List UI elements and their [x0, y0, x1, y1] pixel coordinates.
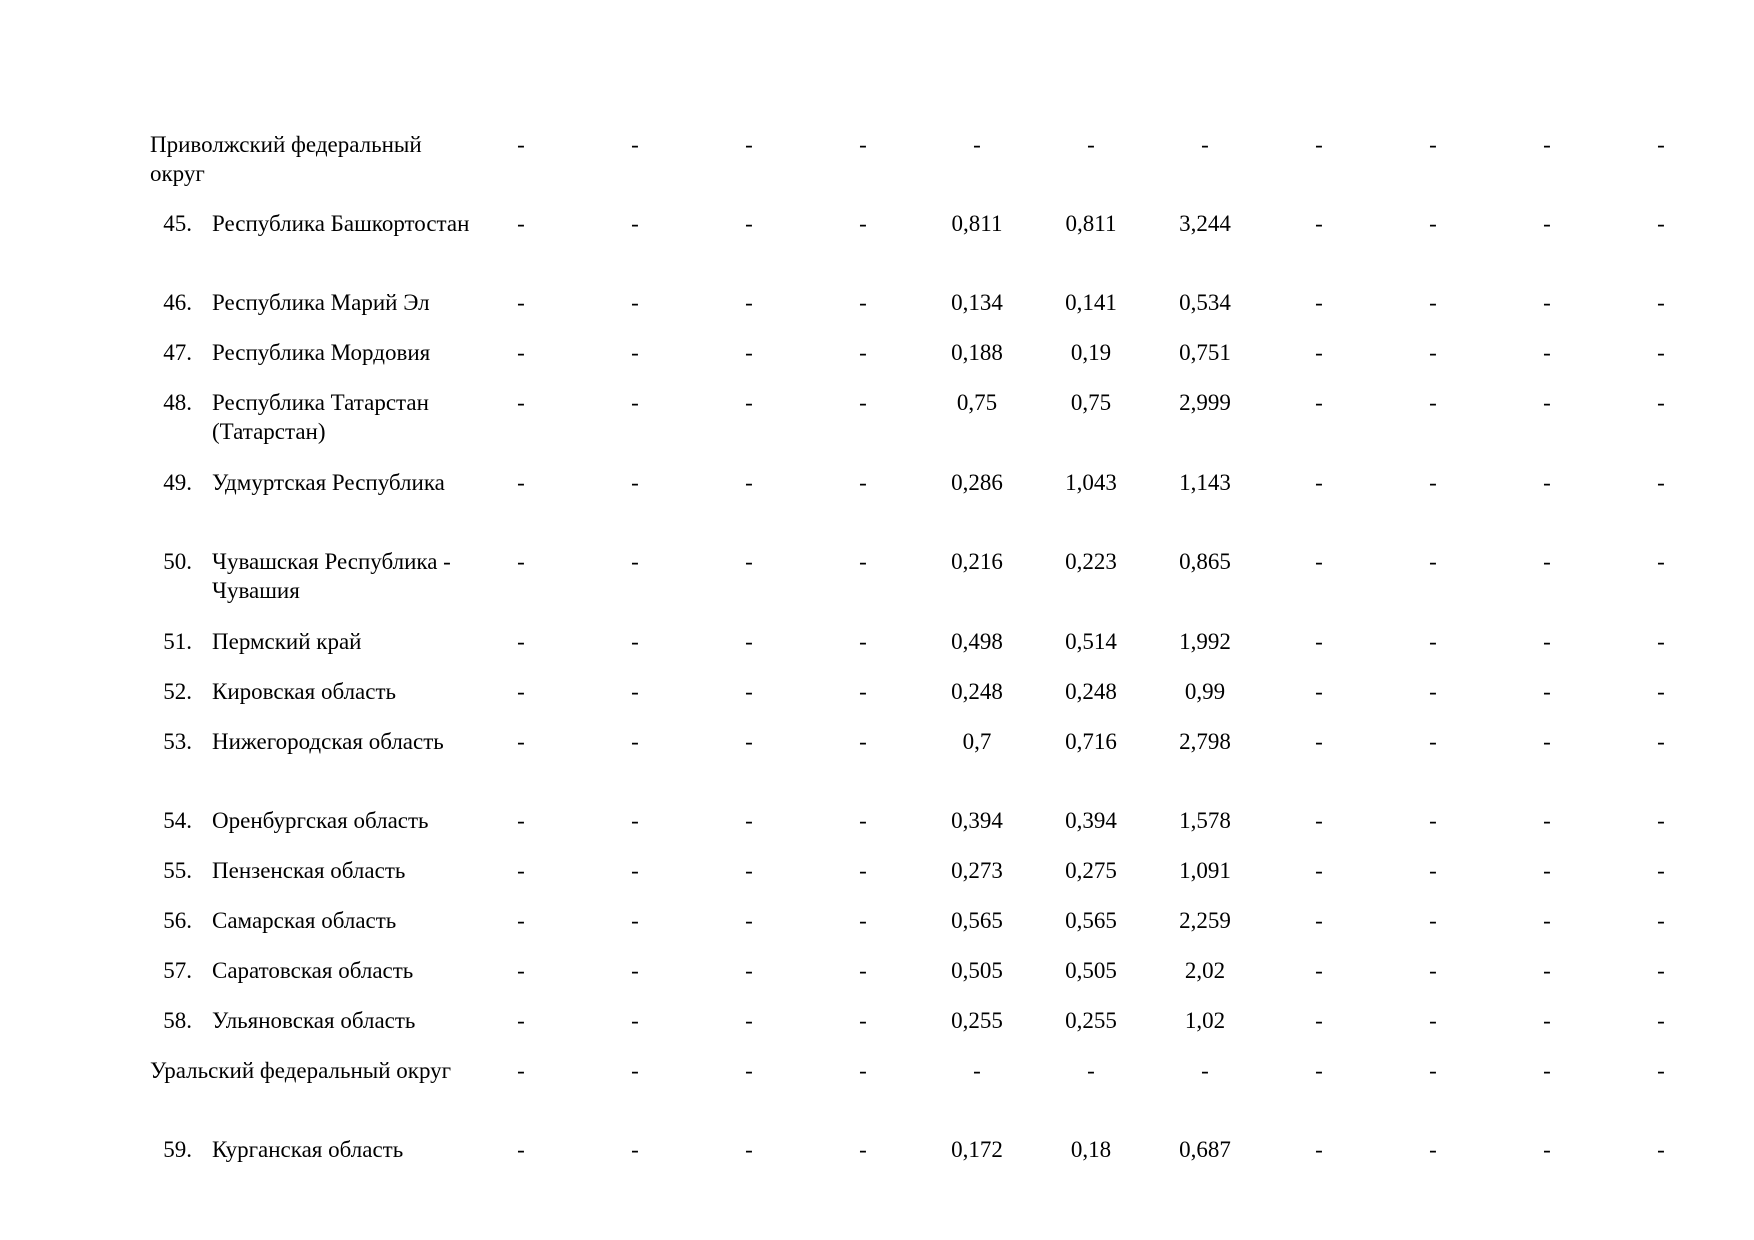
table-cell: -: [631, 958, 639, 983]
table-cell: -: [745, 470, 753, 495]
table-cell: 0,223: [1065, 549, 1117, 574]
table-cell: -: [1657, 1137, 1665, 1162]
table-cell: -: [1429, 132, 1437, 157]
table-cell: 0,18: [1070, 1137, 1112, 1162]
region-name: Республика Марий Эл: [212, 290, 430, 315]
table-cell: 1,043: [1065, 470, 1117, 495]
table-cell: -: [1657, 470, 1665, 495]
table-cell: -: [1657, 629, 1665, 654]
table-cell: 0,75: [956, 390, 998, 415]
table-cell: 0,811: [951, 211, 1003, 236]
table-cell: -: [631, 808, 639, 833]
table-cell: -: [745, 808, 753, 833]
table-cell: -: [517, 908, 525, 933]
table-cell: -: [973, 1058, 981, 1083]
table-cell: 0,134: [951, 290, 1003, 315]
table-cell: -: [1657, 908, 1665, 933]
table-cell: -: [1429, 958, 1437, 983]
table-cell: 1,992: [1179, 629, 1231, 654]
table-cell: -: [859, 908, 867, 933]
table-cell: 2,999: [1179, 390, 1231, 415]
table-cell: 1,091: [1179, 858, 1231, 883]
table-cell: -: [1429, 729, 1437, 754]
table-cell: 0,514: [1065, 629, 1117, 654]
table-cell: -: [631, 132, 639, 157]
table-cell: -: [859, 958, 867, 983]
table-cell: -: [1657, 1008, 1665, 1033]
table-cell: -: [859, 470, 867, 495]
table-cell: -: [517, 211, 525, 236]
table-cell: -: [859, 858, 867, 883]
table-cell: 1,02: [1184, 1008, 1226, 1033]
table-cell: 0,172: [951, 1137, 1003, 1162]
table-cell: 0,498: [951, 629, 1003, 654]
table-cell: -: [631, 858, 639, 883]
table-cell: -: [517, 858, 525, 883]
table-cell: 0,286: [951, 470, 1003, 495]
region-name: Самарская область: [212, 908, 397, 933]
table-cell: -: [1087, 132, 1095, 157]
table-cell: -: [745, 390, 753, 415]
table-cell: -: [859, 549, 867, 574]
table-cell: -: [1315, 858, 1323, 883]
table-cell: -: [631, 470, 639, 495]
table-cell: -: [1657, 858, 1665, 883]
table-cell: -: [517, 470, 525, 495]
table-cell: -: [1315, 290, 1323, 315]
federal-district-name: Уральский федеральный округ: [150, 1058, 452, 1083]
table-cell: -: [1315, 958, 1323, 983]
row-number: 57.: [163, 958, 192, 983]
table-cell: -: [1657, 290, 1665, 315]
table-cell: -: [517, 340, 525, 365]
table-cell: -: [1315, 390, 1323, 415]
row-number: 51.: [163, 629, 192, 654]
table-cell: -: [1201, 132, 1209, 157]
table-cell: -: [1429, 858, 1437, 883]
table-cell: -: [631, 629, 639, 654]
table-cell: 0,394: [1065, 808, 1117, 833]
table-cell: -: [1543, 390, 1551, 415]
table-cell: 0,687: [1179, 1137, 1231, 1162]
table-cell: -: [1429, 390, 1437, 415]
table-cell: -: [1657, 211, 1665, 236]
table-cell: -: [1315, 132, 1323, 157]
table-cell: -: [745, 729, 753, 754]
region-name: Пензенская область: [212, 858, 406, 883]
table-cell: 0,19: [1070, 340, 1112, 365]
table-cell: -: [859, 132, 867, 157]
table-cell: -: [1543, 679, 1551, 704]
table-cell: -: [745, 549, 753, 574]
table-cell: -: [1315, 1008, 1323, 1033]
table-cell: -: [1657, 390, 1665, 415]
table-cell: -: [1543, 340, 1551, 365]
row-number: 48.: [163, 390, 192, 415]
row-number: 50.: [163, 549, 192, 574]
table-cell: -: [1429, 1137, 1437, 1162]
table-cell: -: [1543, 629, 1551, 654]
table-cell: 1,578: [1179, 808, 1231, 833]
table-cell: -: [1657, 679, 1665, 704]
table-cell: -: [1657, 729, 1665, 754]
table-cell: -: [745, 1137, 753, 1162]
table-cell: -: [859, 1058, 867, 1083]
table-cell: -: [745, 340, 753, 365]
table-cell: -: [745, 958, 753, 983]
table-cell: -: [745, 132, 753, 157]
region-name: Республика Мордовия: [212, 340, 431, 365]
table-cell: -: [517, 290, 525, 315]
table-cell: 0,505: [1065, 958, 1117, 983]
table-cell: -: [1429, 549, 1437, 574]
table-cell: -: [745, 1058, 753, 1083]
table-cell: 1,143: [1179, 470, 1231, 495]
table-cell: -: [517, 390, 525, 415]
region-name: Курганская область: [212, 1137, 404, 1162]
table-cell: -: [1315, 629, 1323, 654]
table-cell: -: [859, 290, 867, 315]
table-cell: 0,255: [951, 1008, 1003, 1033]
table-cell: -: [745, 679, 753, 704]
table-cell: 0,534: [1179, 290, 1231, 315]
table-cell: 0,565: [1065, 908, 1117, 933]
table-cell: -: [1543, 549, 1551, 574]
table-cell: 0,273: [951, 858, 1003, 883]
region-name: Оренбургская область: [212, 808, 429, 833]
table-cell: -: [517, 132, 525, 157]
row-number: 55.: [163, 858, 192, 883]
table-cell: -: [517, 958, 525, 983]
table-cell: -: [1429, 211, 1437, 236]
row-number: 56.: [163, 908, 192, 933]
table-cell: -: [631, 390, 639, 415]
table-cell: 0,99: [1184, 679, 1226, 704]
table-cell: 0,255: [1065, 1008, 1117, 1033]
table-cell: 0,248: [951, 679, 1003, 704]
table-cell: -: [1315, 729, 1323, 754]
table-cell: -: [631, 211, 639, 236]
table-cell: 0,216: [951, 549, 1003, 574]
table-cell: -: [859, 629, 867, 654]
table-cell: -: [631, 679, 639, 704]
table-cell: -: [1429, 908, 1437, 933]
row-number: 47.: [163, 340, 192, 365]
table-cell: -: [1429, 1008, 1437, 1033]
row-number: 59.: [163, 1137, 192, 1162]
table-cell: -: [973, 132, 981, 157]
table-cell: -: [1429, 1058, 1437, 1083]
table-cell: 0,751: [1179, 340, 1231, 365]
table-cell: -: [1429, 629, 1437, 654]
table-cell: 0,811: [1065, 211, 1117, 236]
table-cell: -: [1543, 1137, 1551, 1162]
table-cell: 0,75: [1070, 390, 1112, 415]
table-cell: -: [1429, 470, 1437, 495]
row-number: 49.: [163, 470, 192, 495]
table-cell: -: [859, 808, 867, 833]
region-name: Республика Татарстан (Татарстан): [212, 390, 429, 444]
table-cell: 0,141: [1065, 290, 1117, 315]
region-name: Пермский край: [212, 629, 362, 654]
region-name: Кировская область: [212, 679, 397, 704]
table-cell: -: [859, 340, 867, 365]
table-cell: -: [517, 729, 525, 754]
region-name: Чувашская Республика - Чувашия: [212, 549, 451, 603]
table-cell: -: [631, 1008, 639, 1033]
table-cell: -: [1657, 1058, 1665, 1083]
table-cell: -: [1657, 808, 1665, 833]
table-cell: -: [1657, 132, 1665, 157]
table-cell: 3,244: [1179, 211, 1231, 236]
row-number: 52.: [163, 679, 192, 704]
table-cell: 2,259: [1179, 908, 1231, 933]
table-cell: 2,798: [1179, 729, 1231, 754]
table-cell: -: [631, 1058, 639, 1083]
table-cell: -: [517, 1058, 525, 1083]
table-cell: -: [745, 858, 753, 883]
table-cell: 0,565: [951, 908, 1003, 933]
table-cell: -: [1657, 549, 1665, 574]
table-cell: -: [745, 211, 753, 236]
table-cell: -: [859, 1137, 867, 1162]
table-cell: -: [745, 290, 753, 315]
table-cell: -: [631, 290, 639, 315]
table-cell: -: [859, 679, 867, 704]
table-cell: -: [631, 549, 639, 574]
table-cell: 0,188: [951, 340, 1003, 365]
table-cell: -: [1543, 1008, 1551, 1033]
table-cell: -: [517, 1008, 525, 1033]
table-cell: -: [1543, 132, 1551, 157]
table-cell: 0,248: [1065, 679, 1117, 704]
table-cell: 2,02: [1184, 958, 1226, 983]
table-cell: -: [517, 679, 525, 704]
table-cell: -: [631, 340, 639, 365]
table-cell: -: [745, 1008, 753, 1033]
row-number: 45.: [163, 211, 192, 236]
row-number: 54.: [163, 808, 192, 833]
table-cell: -: [1315, 679, 1323, 704]
table-cell: -: [859, 729, 867, 754]
table-cell: -: [1429, 340, 1437, 365]
table-cell: 0,865: [1179, 549, 1231, 574]
region-name: Нижегородская область: [212, 729, 444, 754]
region-name: Ульяновская область: [212, 1008, 416, 1033]
row-number: 46.: [163, 290, 192, 315]
table-cell: -: [1543, 211, 1551, 236]
table-cell: -: [631, 908, 639, 933]
table-cell: -: [1315, 1137, 1323, 1162]
region-name: Саратовская область: [212, 958, 414, 983]
table-cell: -: [1429, 290, 1437, 315]
table-cell: -: [517, 1137, 525, 1162]
table-cell: -: [1315, 211, 1323, 236]
row-number: 53.: [163, 729, 192, 754]
table-cell: 0,7: [962, 729, 992, 754]
table-cell: -: [1429, 679, 1437, 704]
region-name: Республика Башкортостан: [212, 211, 470, 236]
table-cell: -: [859, 1008, 867, 1033]
table-cell: -: [1543, 908, 1551, 933]
table-cell: -: [1543, 470, 1551, 495]
table-cell: -: [859, 211, 867, 236]
table-cell: -: [1543, 290, 1551, 315]
table-cell: -: [1543, 1058, 1551, 1083]
table-cell: -: [1543, 958, 1551, 983]
table-cell: -: [1315, 470, 1323, 495]
table-cell: -: [631, 1137, 639, 1162]
region-name: Удмуртская Республика: [212, 470, 445, 495]
table-cell: -: [1657, 958, 1665, 983]
table-cell: 0,716: [1065, 729, 1117, 754]
table-cell: 0,275: [1065, 858, 1117, 883]
table-cell: -: [1543, 858, 1551, 883]
table-cell: -: [745, 629, 753, 654]
table-cell: -: [1315, 1058, 1323, 1083]
table-cell: -: [517, 808, 525, 833]
table-cell: -: [517, 549, 525, 574]
table-cell: -: [745, 908, 753, 933]
table-cell: -: [1315, 908, 1323, 933]
table-cell: -: [1315, 808, 1323, 833]
federal-district-name: Приволжский федеральный округ: [150, 132, 422, 186]
table-cell: 0,505: [951, 958, 1003, 983]
table-cell: -: [1657, 340, 1665, 365]
table-cell: -: [517, 629, 525, 654]
row-number: 58.: [163, 1008, 192, 1033]
table-cell: -: [1429, 808, 1437, 833]
table-cell: -: [1087, 1058, 1095, 1083]
table-cell: -: [1315, 549, 1323, 574]
table-cell: -: [1543, 729, 1551, 754]
table-cell: -: [1543, 808, 1551, 833]
table-cell: -: [1315, 340, 1323, 365]
table-cell: 0,394: [951, 808, 1003, 833]
table-cell: -: [631, 729, 639, 754]
table-cell: -: [1201, 1058, 1209, 1083]
table-cell: -: [859, 390, 867, 415]
